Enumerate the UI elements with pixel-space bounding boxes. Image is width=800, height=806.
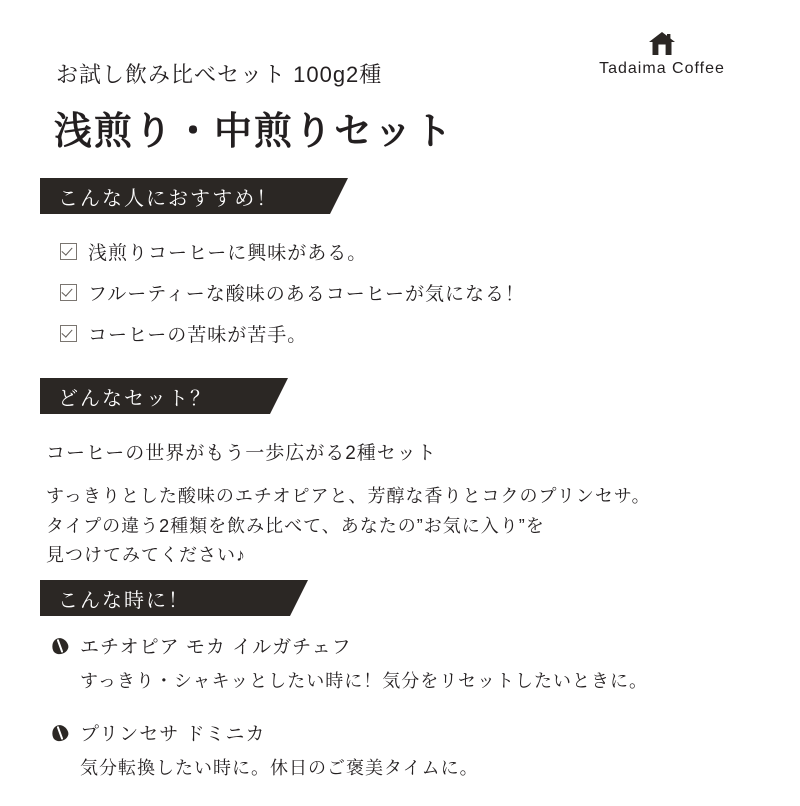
list-item-label: フルーティーな酸味のあるコーヒーが気になる！ — [88, 284, 525, 305]
list-item-label: コーヒーの苦味が苦手。 — [88, 325, 308, 346]
page-title: 浅煎り・中煎りセット — [54, 111, 455, 153]
coffee-bean-icon — [52, 725, 68, 741]
recommend-list — [60, 238, 760, 361]
brand-block — [572, 30, 752, 78]
set-lead-text: コーヒーの世界がもう一歩広がる2種セット — [46, 443, 437, 464]
set-body-line-1: すっきりとした酸味のエチオピアと、芳醇な香りとコクのプリンセサ。 — [46, 486, 651, 506]
when-item-desc: すっきり・シャキッとしたい時に！気分をリセットしたいときに。 — [80, 671, 649, 691]
section-heading-set: どんなセット？ — [40, 378, 270, 414]
brand-name: Tadaima Coffee — [599, 60, 725, 77]
when-list — [52, 632, 772, 806]
section-heading-recommend: こんな人におすすめ！ — [40, 178, 330, 214]
when-item-desc: 気分転換したい時に。休日のご褒美タイムに。 — [80, 758, 479, 778]
check-icon — [60, 284, 77, 301]
section-heading-when: こんな時に！ — [40, 580, 290, 616]
kicker-text: お試し飲み比べセット 100g2種 — [56, 62, 383, 87]
check-icon — [60, 243, 77, 260]
list-item-label: 浅煎りコーヒーに興味がある。 — [88, 243, 368, 264]
set-body-line-2: タイプの違う2種類を飲み比べて、あなたの”お気に入り”を — [46, 515, 545, 536]
when-item-name: エチオピア モカ イルガチェフ — [80, 637, 352, 658]
when-item-head — [52, 632, 772, 659]
check-icon — [60, 325, 77, 342]
when-item-head — [52, 719, 772, 746]
set-body-line-3: 見つけてみてください♪ — [46, 545, 246, 566]
coffee-bean-icon — [52, 638, 68, 654]
set-body-text — [46, 482, 766, 571]
list-item — [60, 279, 760, 306]
list-item — [60, 238, 760, 265]
house-icon — [647, 30, 677, 58]
when-item-name: プリンセサ ドミニカ — [80, 724, 266, 745]
list-item — [60, 320, 760, 347]
list-item — [52, 632, 772, 693]
list-item — [52, 719, 772, 780]
